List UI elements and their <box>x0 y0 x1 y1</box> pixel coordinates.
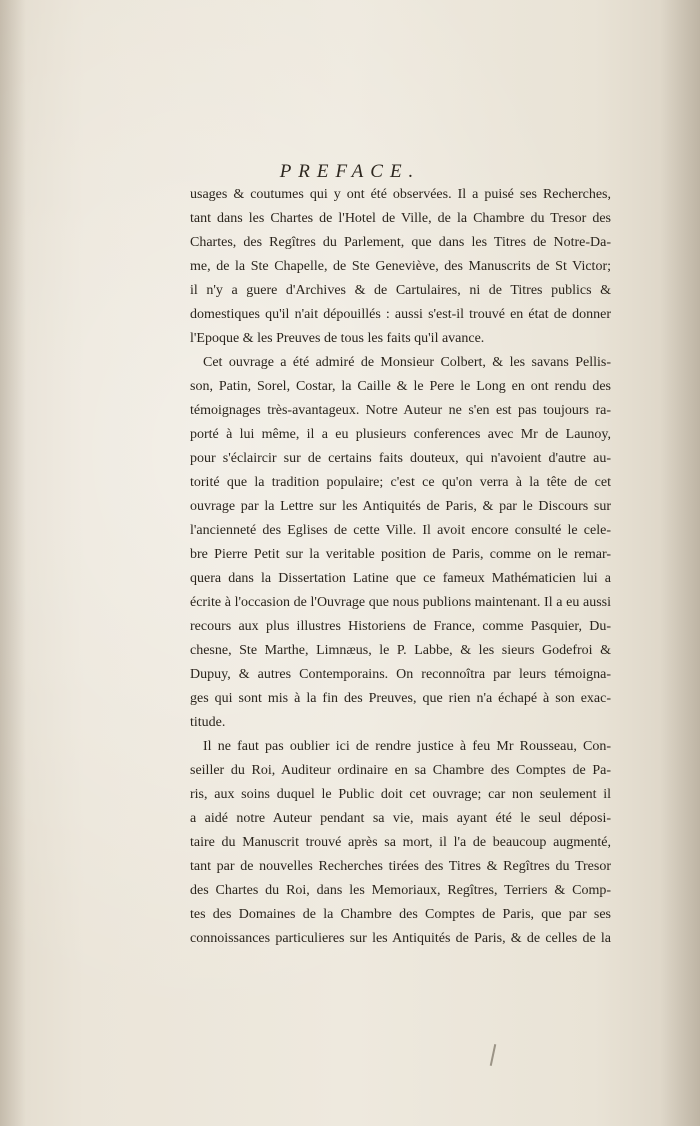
text-line: tant dans les Chartes de l'Hotel de Ville, de la Chambre du Tresor des <box>190 211 611 226</box>
text-line: porté à lui même, il a eu plusieurs conferences avec Mr de Launoy, <box>190 427 611 442</box>
text-line: recours aux plus illustres Historiens de France, comme Pasquier, Du- <box>190 619 611 634</box>
text-line: titude. <box>190 715 226 730</box>
text-line: son, Patin, Sorel, Costar, la Caille & le Pere le Long en ont rendu des <box>190 379 611 394</box>
text-line: ouvrage par la Lettre sur les Antiquités de Paris, & par le Discours sur <box>190 499 611 514</box>
text-line: a aidé notre Auteur pendant sa vie, mais ayant été le seul déposi- <box>190 811 611 826</box>
body-text <box>190 183 611 951</box>
text-line: tant par de nouvelles Recherches tirées des Titres & Regîtres du Tresor <box>190 859 611 874</box>
text-line: l'Epoque & les Preuves de tous les faits qu'il avance. <box>190 331 485 346</box>
text-line: pour s'éclaircir sur de certains faits douteux, qui n'avoient d'autre au- <box>190 451 611 466</box>
ink-mark <box>490 1044 497 1066</box>
text-line: bre Pierre Petit sur la veritable position de Paris, comme on le remar- <box>190 547 611 562</box>
text-line: il n'y a guere d'Archives & de Cartulaires, ni de Titres publics & <box>190 283 611 298</box>
text-line: usages & coutumes qui y ont été observées. Il a puisé ses Recherches, <box>190 187 611 202</box>
running-head: PREFACE. <box>279 161 421 182</box>
text-line: écrite à l'occasion de l'Ouvrage que nous publions maintenant. Il a eu aussi <box>190 595 611 610</box>
text-line: Cet ouvrage a été admiré de Monsieur Colbert, & les savans Pellis- <box>203 355 611 370</box>
text-line: Chartes, des Regîtres du Parlement, que dans les Titres de Notre-Da- <box>190 235 611 250</box>
text-line: seiller du Roi, Auditeur ordinaire en sa Chambre des Comptes de Pa- <box>190 763 611 778</box>
text-line: Il ne faut pas oublier ici de rendre justice à feu Mr Rousseau, Con- <box>203 739 611 754</box>
text-line: l'ancienneté des Eglises de cette Ville. Il avoit encore consulté le cele- <box>190 523 611 538</box>
text-line: ris, aux soins duquel le Public doit cet ouvrage; car non seulement il <box>190 787 611 802</box>
paragraph <box>190 183 611 351</box>
text-line: chesne, Ste Marthe, Limnæus, le P. Labbe, & les sieurs Godefroi & <box>190 643 611 658</box>
text-line: ges qui sont mis à la fin des Preuves, que rien n'a échapé à son exac- <box>190 691 611 706</box>
text-line: des Chartes du Roi, dans les Memoriaux, Regîtres, Terriers & Comp- <box>190 883 611 898</box>
text-line: me, de la Ste Chapelle, de Ste Geneviève, des Manuscrits de St Victor; <box>190 259 611 274</box>
text-line: quera dans la Dissertation Latine que ce fameux Mathématicien lui a <box>190 571 611 586</box>
text-line: témoignages très-avantageux. Notre Auteur ne s'en est pas toujours ra- <box>190 403 611 418</box>
text-line: domestiques qu'il n'ait dépouillés : aussi s'est-il trouvé en état de donner <box>190 307 611 322</box>
text-line: torité que la tradition populaire; c'est ce qu'on verra à la tête de cet <box>190 475 611 490</box>
text-line: connoissances particulieres sur les Antiquités de Paris, & de celles de la <box>190 931 611 946</box>
text-line: taire du Manuscrit trouvé après sa mort, il l'a de beaucoup augmenté, <box>190 835 611 850</box>
text-line: tes des Domaines de la Chambre des Comptes de Paris, que par ses <box>190 907 611 922</box>
paragraph <box>190 735 611 951</box>
text-line: Dupuy, & autres Contemporains. On reconnoîtra par leurs témoigna- <box>190 667 611 682</box>
paragraph <box>190 351 611 735</box>
